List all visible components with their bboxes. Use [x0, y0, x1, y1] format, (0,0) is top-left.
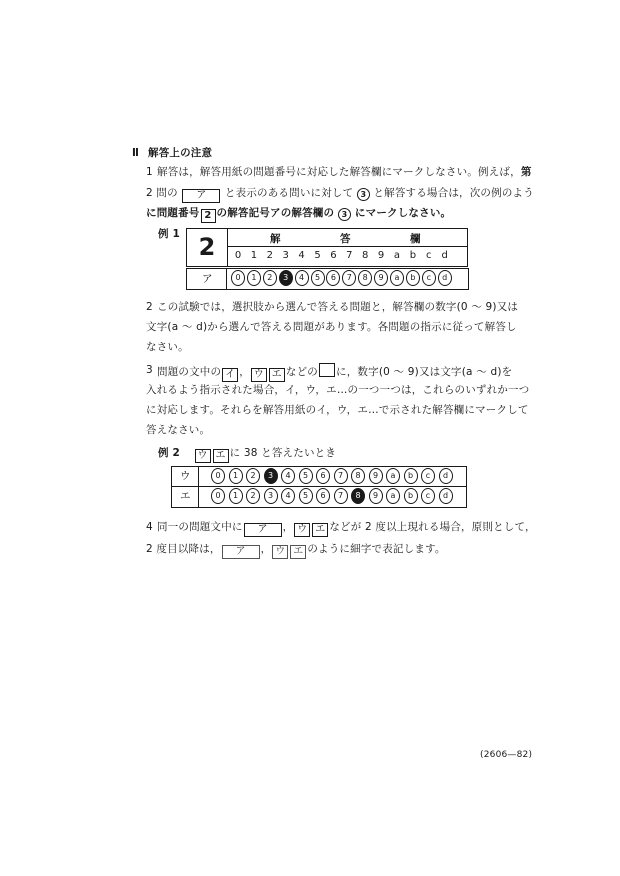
item4-box-a: ア [244, 523, 282, 537]
problem-number-box: 2 [201, 209, 216, 223]
example2-e-bubble-b: b [404, 488, 418, 504]
example2-u-bubble-1: 1 [229, 468, 243, 484]
example1-bubble-0: 0 [231, 270, 245, 286]
digit-header-c: c [426, 250, 432, 261]
example1-bubble-9: 9 [374, 270, 388, 286]
item1-line1-text: 解答は，解答用紙の問題番号に対応した解答欄にマークしなさい。例えば， [157, 166, 521, 178]
example2-u-bubble-d: d [439, 468, 453, 484]
example1-label: 例 1 [158, 228, 181, 240]
answer-box-a: ア [182, 189, 220, 203]
example1-bubble-3: 3 [279, 270, 293, 286]
example1-bubble-d: d [438, 270, 452, 286]
circled-digit-3b: 3 [338, 208, 351, 221]
item4-comma: ， [282, 521, 294, 533]
item1-line3-end: にマークしなさい。 [354, 207, 452, 219]
example2-u-bubble-6: 6 [316, 468, 330, 484]
item3-number: 3 [146, 364, 153, 376]
item1-line1-bold: 第 [520, 166, 532, 178]
example2-box-u: ウ [195, 449, 211, 463]
example2-e-bubble-8: 8 [351, 488, 365, 504]
example2-row2-label: エ [180, 490, 191, 502]
item4-line2-end: のように細字で表記します。 [307, 543, 446, 555]
example2-u-bubble-b: b [404, 468, 418, 484]
example2-u-bubble-3: 3 [264, 468, 278, 484]
item1-line3 [146, 206, 451, 223]
header-kai: 解 [270, 233, 281, 245]
digit-header-a: a [393, 250, 401, 261]
digit-header-d: d [441, 250, 448, 261]
item3-line1 [157, 363, 512, 382]
answer-box-e: エ [269, 368, 285, 382]
item2-line2: 文字(a ～ d)から選んで答える問題があります。各問題の指示に従って解答し [146, 321, 517, 333]
digit-header-2: 2 [266, 250, 273, 261]
item1-number: 1 [146, 166, 153, 178]
item1-line3-mid: の解答記号アの解答欄の [216, 207, 335, 219]
example2-row1-label: ウ [180, 470, 191, 482]
item4-number: 4 [146, 521, 153, 533]
item1-line1 [157, 165, 532, 179]
example1-bubble-c: c [422, 270, 436, 286]
section-number: Ⅱ [132, 147, 140, 159]
answer-box-blank [319, 363, 335, 377]
digit-header-0: 0 [234, 250, 242, 261]
example2-u-bubble-0: 0 [211, 468, 225, 484]
item2-number: 2 [146, 301, 153, 313]
example2-u-bubble-a: a [386, 468, 400, 484]
digit-header-7: 7 [346, 250, 353, 261]
digit-header-9: 9 [377, 250, 385, 261]
example2-e-bubble-6: 6 [316, 488, 330, 504]
circled-digit-3: 3 [357, 188, 370, 201]
digit-header-1: 1 [250, 250, 258, 261]
example1-bubble-6: 6 [326, 270, 340, 286]
digit-header-6: 6 [330, 250, 337, 261]
example2-e-bubble-a: a [386, 488, 400, 504]
example2-row-divider [171, 486, 466, 487]
example1-bubble-7: 7 [342, 270, 356, 286]
item3-line1-mid: などの [285, 366, 319, 378]
example1-bubble-1: 1 [247, 270, 261, 286]
digit-header-3: 3 [282, 250, 289, 261]
item4-line1 [157, 520, 536, 537]
digit-header-8: 8 [362, 250, 369, 261]
item1-line2-lead: 2 問の [146, 187, 178, 199]
item1-line2-end: と解答する場合は，次の例のよう [373, 187, 534, 199]
answer-box-u: ウ [251, 368, 267, 382]
item4-comma2: ， [260, 543, 272, 555]
item4-line1-lead: 同一の問題文中に [157, 521, 243, 533]
example2-e-bubble-0: 0 [211, 488, 225, 504]
item3-comma: ， [239, 366, 250, 378]
example1-bubble-5: 5 [311, 270, 325, 286]
example1-bubble-8: 8 [358, 270, 372, 286]
example2-e-bubble-c: c [421, 488, 435, 504]
example2-e-bubble-7: 7 [334, 488, 348, 504]
example2-box-e: エ [213, 449, 229, 463]
example1-row-label: ア [202, 273, 213, 285]
section-title: 解答上の注意 [148, 147, 213, 159]
answer-box-i: イ [222, 368, 238, 382]
example2-u-bubble-8: 8 [351, 468, 365, 484]
item4-box-u-thin: ウ [272, 545, 288, 559]
example2-u-bubble-2: 2 [246, 468, 260, 484]
item1-line2-mid: と表示のある問いに対して [224, 187, 354, 199]
footer-code: (2606—82) [480, 750, 533, 760]
example2-label-line [158, 446, 336, 463]
example2-e-bubble-d: d [439, 488, 453, 504]
example1-bubble-4: 4 [295, 270, 309, 286]
item3-line1-end: に，数字(0 ～ 9)又は文字(a ～ d)を [336, 366, 513, 378]
item4-box-e-thin: エ [290, 545, 306, 559]
item3-line4: 答えなさい。 [146, 424, 211, 436]
header-tou: 答 [340, 233, 351, 245]
item4-line2 [146, 542, 446, 559]
example2-label: 例 2 [158, 447, 181, 459]
item3-line2: 入れるよう指示された場合，イ，ウ，エ…の一つ一つは，これらのいずれか一つ [146, 384, 530, 396]
example2-u-bubble-7: 7 [334, 468, 348, 484]
example1-row-divider [226, 268, 227, 290]
item2-line3: なさい。 [146, 341, 189, 353]
example2-e-bubble-9: 9 [369, 488, 383, 504]
example2-e-bubble-1: 1 [229, 488, 243, 504]
example2-u-bubble-5: 5 [299, 468, 313, 484]
example1-header-divider [227, 246, 468, 247]
example2-col-divider [198, 466, 199, 507]
example2-u-bubble-c: c [421, 468, 435, 484]
item4-box-e: エ [312, 523, 328, 537]
header-ran: 欄 [410, 233, 421, 245]
example2-text: に 38 と答えたいとき [229, 447, 337, 459]
item4-line1-end: などが 2 度以上現れる場合，原則として， [329, 521, 536, 533]
example1-number: 2 [198, 233, 216, 261]
item4-box-a-thin: ア [222, 545, 260, 559]
example1-bubble-b: b [406, 270, 420, 286]
item4-line2-lead: 2 度目以降は， [146, 543, 221, 555]
example2-e-bubble-4: 4 [281, 488, 295, 504]
item4-box-u: ウ [294, 523, 310, 537]
example2-e-bubble-3: 3 [264, 488, 278, 504]
digit-header-5: 5 [314, 250, 321, 261]
example1-bubble-2: 2 [263, 270, 277, 286]
digit-header-b: b [409, 250, 417, 261]
example2-u-bubble-9: 9 [369, 468, 383, 484]
example1-bubble-a: a [390, 270, 404, 286]
item3-line3: に対応します。それらを解答用紙のイ，ウ，エ…で示された解答欄にマークして [146, 404, 529, 416]
example2-e-bubble-5: 5 [299, 488, 313, 504]
example2-e-bubble-2: 2 [246, 488, 260, 504]
item3-line1-lead: 問題の文中の [157, 366, 222, 378]
example1-number-box [186, 228, 228, 267]
item1-line2 [146, 186, 534, 203]
example2-u-bubble-4: 4 [281, 468, 295, 484]
item1-line3-lead: に問題番号 [146, 207, 200, 219]
item2-line1: この試験では，選択肢から選んで答える問題と，解答欄の数字(0 ～ 9)又は [157, 301, 519, 313]
digit-header-4: 4 [298, 250, 305, 261]
